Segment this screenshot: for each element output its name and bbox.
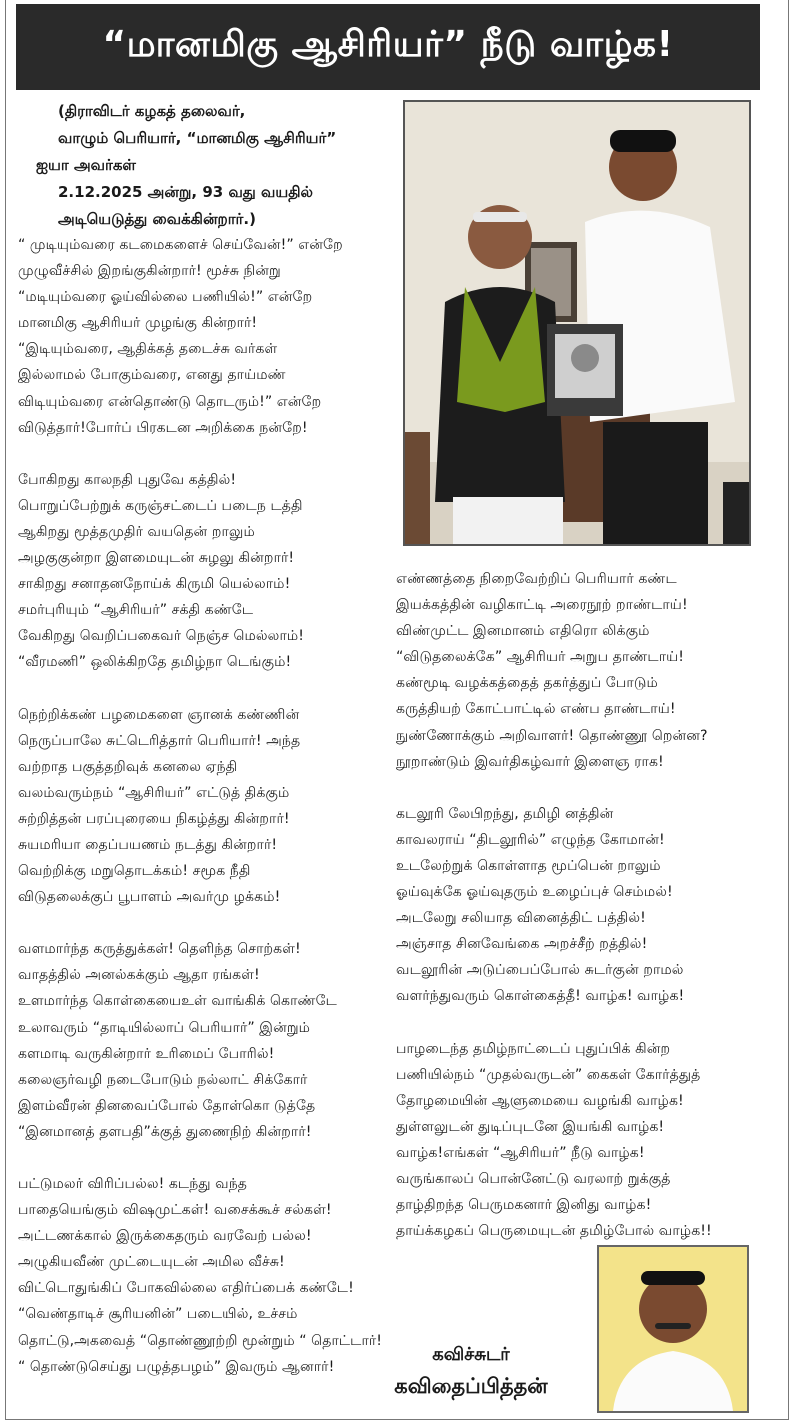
- poem-stanza: [396, 566, 766, 775]
- poem-line: வேகிறது வெறிப்பகைவர் நெஞ்ச மெல்லாம்!: [18, 628, 304, 645]
- poem-line: தாழ்திறந்த பெருமகனார் இனிது வாழ்க!: [396, 1197, 652, 1214]
- poem-stanza: [18, 467, 388, 676]
- poem-line: முழுவீச்சில் இறங்குகின்றார்! மூச்சு நின்று: [18, 263, 281, 280]
- poem-line: கடலூரி லேபிறந்து, தமிழி னத்தின்: [396, 805, 614, 822]
- poem-left-column: [18, 232, 388, 1380]
- poem-line: வாதத்தில் அனல்கக்கும் ஆதா ரங்கள்!: [18, 967, 260, 984]
- stanza-gap: [396, 1010, 766, 1036]
- poem-line: இயக்கத்தின் வழிகாட்டி அரைநூற் றாண்டாய்!: [396, 597, 688, 614]
- poem-stanza: [396, 1036, 766, 1245]
- poem-line: பாதையெங்கும் விஷமுட்கள்! வசைக்கூச் சல்கள்!: [18, 1202, 332, 1219]
- poem-stanza: [18, 1171, 388, 1380]
- poem-stanza: [396, 801, 766, 1010]
- poem-line: வளமார்ந்த கருத்துக்கள்! தெளிந்த சொற்கள்!: [18, 941, 301, 958]
- poem-line: அழகுகுன்றா இளமையுடன் சுழலு கின்றார்!: [18, 550, 295, 567]
- poem-line: காவலராய் “திடலூரில்” எழுந்த கோமான்!: [396, 831, 665, 848]
- stanza-gap: [18, 441, 388, 467]
- poem-line: நெற்றிக்கண் பழமைகளை ஞானக் கண்ணின்: [18, 706, 300, 723]
- poem-line: ஓய்வுக்கே ஓய்வுதரும் உழைப்புச் செம்மல்!: [396, 884, 673, 901]
- poem-line: “வீரமணி” ஒலிக்கிறதே தமிழ்நா டெங்கும்!: [18, 654, 292, 671]
- poem-line: “மடியும்வரை ஓய்வில்லை பணியில்!” என்றே: [18, 289, 313, 306]
- poem-line: சமர்புரியும் “ஆசிரியர்” சக்தி கண்டே: [18, 602, 254, 619]
- poem-stanza: [18, 232, 388, 441]
- poem-line: நூறாண்டும் இவர்திகழ்வார் இளைஞ ராக!: [396, 753, 664, 770]
- stanza-gap: [18, 676, 388, 702]
- poem-line: போகிறது காலநதி புதுவே கத்தில்!: [18, 471, 237, 488]
- poem-stanza: [18, 936, 388, 1145]
- intro-note: [36, 98, 390, 233]
- poem-line: இளம்வீரன் தினவைப்போல் தோள்கொ டுத்தே: [18, 1097, 316, 1114]
- poem-line: பணியில்நம் “முதல்வருடன்” கைகள் கோர்த்துத்: [396, 1066, 701, 1083]
- poem-line: ஆகிறது மூத்தமுதிர் வயதென் றாலும்: [18, 523, 255, 540]
- poem-line: கருத்தியற் கோட்பாட்டில் எண்ப தாண்டாய்!: [396, 701, 676, 718]
- poem-line: “வெண்தாடிச் சூரியனின்” படையில், உச்சம்: [18, 1306, 298, 1323]
- poem-line: விட்டொதுங்கிப் போகவில்லை எதிர்ப்பைக் கண்டே!: [18, 1280, 354, 1297]
- poem-line: வலம்வரும்நம் “ஆசிரியர்” எட்டுத் திக்கும்: [18, 784, 290, 801]
- poem-line: உலாவரும் “தாடியில்லாப் பெரியார்” இன்றும்: [18, 1019, 311, 1036]
- poem-line: உளமார்ந்த கொள்கையைஉள் வாங்கிக் கொண்டே: [18, 993, 337, 1010]
- poem-line: வருங்காலப் பொன்னேட்டு வரலாற் றுக்குத்: [396, 1170, 671, 1187]
- poem-line: “இனமானத் தளபதி”க்குத் துணைநிற் கின்றார்!: [18, 1123, 312, 1140]
- poem-line: வளர்ந்துவரும் கொள்கைத்தீ! வாழ்க! வாழ்க!: [396, 988, 685, 1005]
- poem-right-column: [396, 566, 766, 1244]
- poem-line: நெருப்பாலே சுட்டெரித்தார் பெரியார்! அந்த: [18, 732, 301, 749]
- poem-stanza: [18, 702, 388, 911]
- intro-line: அடியெடுத்து வைக்கின்றார்.): [58, 210, 256, 228]
- poem-line: அஞ்சாத சினவேங்கை அறச்சீற் றத்தில்!: [396, 936, 648, 953]
- poem-line: தோழமையின் ஆளுமையை வழங்கி வாழ்க!: [396, 1092, 684, 1109]
- poem-line: கலைஞர்வழி நடைபோடும் நல்லாட் சிக்கோர்: [18, 1071, 308, 1088]
- poem-line: கண்மூடி வழக்கத்தைத் தகர்த்துப் போடும்: [396, 675, 658, 692]
- page-title: “மானமிகு ஆசிரியர்” நீடு வாழ்க!: [16, 4, 760, 90]
- poem-line: சாகிறது சனாதனநோய்க் கிருமி யெல்லாம்!: [18, 576, 291, 593]
- poem-line: பொறுப்பேற்றுக் கருஞ்சட்டைப் படைந டத்தி: [18, 497, 303, 514]
- poem-line: வடலூரின் அடுப்பைப்போல் சுடர்குன் றாமல்: [396, 962, 684, 979]
- poem-line: “ முடியும்வரை கடமைகளைச் செய்வேன்!” என்றே: [18, 237, 343, 253]
- poem-line: நுண்ணோக்கும் அறிவாளர்! தொண்ணூ றென்ன?: [396, 727, 708, 744]
- poem-line: துள்ளலுடன் துடிப்புடனே இயங்கி வாழ்க!: [396, 1118, 665, 1135]
- poem-line: பட்டுமலர் விரிப்பல்ல! கடந்து வந்த: [18, 1176, 248, 1192]
- poem-line: வாழ்க!எங்கள் “ஆசிரியர்” நீடு வாழ்க!: [396, 1144, 645, 1161]
- stanza-gap: [18, 1145, 388, 1171]
- poem-line: தாய்க்கழகப் பெருமையுடன் தமிழ்போல் வாழ்க!!: [396, 1223, 712, 1240]
- stanza-gap: [18, 910, 388, 936]
- poem-line: விண்முட்ட இனமானம் எதிரொ லிக்கும்: [396, 623, 650, 640]
- intro-line: வாழும் பெரியார், “மானமிகு ஆசிரியர்”: [58, 129, 337, 147]
- poem-line: சுற்றித்தன் பரப்புரையை நிகழ்த்து கின்றார்!: [18, 810, 290, 827]
- poem-line: “விடுதலைக்கே” ஆசிரியர் அறுப தாண்டாய்!: [396, 649, 684, 666]
- poem-line: பாழடைந்த தமிழ்நாட்டைப் புதுப்பிக் கின்ற: [396, 1040, 671, 1057]
- poem-line: மானமிகு ஆசிரியர் முழங்கு கின்றார்!: [18, 315, 258, 332]
- intro-line: 2.12.2025 அன்று, 93 வது வயதில்: [58, 183, 313, 201]
- poet-title: கவிச்சுடர்: [432, 1344, 510, 1365]
- poem-line: “ தொண்டுசெய்து பழுத்தபழம்” இவரும் ஆனார்!: [18, 1358, 335, 1375]
- poem-line: “இடியும்வரை, ஆதிக்கத் தடைச்சு வர்கள்: [18, 341, 278, 358]
- poem-line: வற்றாத பகுத்தறிவுக் கனலை ஏந்தி: [18, 758, 238, 775]
- poem-line: அட்டணக்கால் இருக்கைதரும் வரவேற் பல்ல!: [18, 1228, 312, 1245]
- poem-line: விடுத்தார்!போர்ப் பிரகடன அறிக்கை நன்றே!: [18, 419, 308, 436]
- intro-line: ஐயா அவர்கள்: [36, 156, 136, 174]
- poem-line: வெற்றிக்கு மறுதொடக்கம்! சமூக நீதி: [18, 863, 251, 880]
- poem-line: களமாடி வருகின்றார் உரிமைப் போரில்!: [18, 1045, 275, 1062]
- poem-line: விடியும்வரை என்தொண்டு தொடரும்!” என்றே: [18, 393, 322, 410]
- stanza-gap: [396, 775, 766, 801]
- intro-line: (திராவிடர் கழகத் தலைவர்,: [58, 102, 246, 120]
- poem-line: அடலேறு சலியாத வினைத்திட் பத்தில்!: [396, 910, 646, 927]
- poem-line: இல்லாமல் போகும்வரை, எனது தாய்மண்: [18, 367, 286, 384]
- poem-line: எண்ணத்தை நிறைவேற்றிப் பெரியார் கண்ட: [396, 571, 677, 587]
- poem-line: தொட்டு,அகவைத் “தொண்ணூற்றி மூன்றும் “ தொட்டார்!: [18, 1332, 382, 1349]
- photo-poet-portrait: [597, 1245, 749, 1413]
- poem-line: விடுதலைக்குப் பூபாளம் அவர்மு ழக்கம்!: [18, 889, 281, 906]
- poem-line: அழுகியவீண் முட்டையுடன் அமில வீச்சு!: [18, 1254, 285, 1271]
- poet-name: கவிதைப்பித்தன்: [394, 1374, 548, 1398]
- poem-line: உடலேற்றுக் கொள்ளாத மூப்பென் றாலும்: [396, 857, 661, 874]
- poet-signature: [366, 1340, 576, 1402]
- photo-leaders-book-presentation: [403, 100, 751, 546]
- poem-line: சுயமரியா தைப்பயணம் நடத்து கின்றார்!: [18, 836, 278, 853]
